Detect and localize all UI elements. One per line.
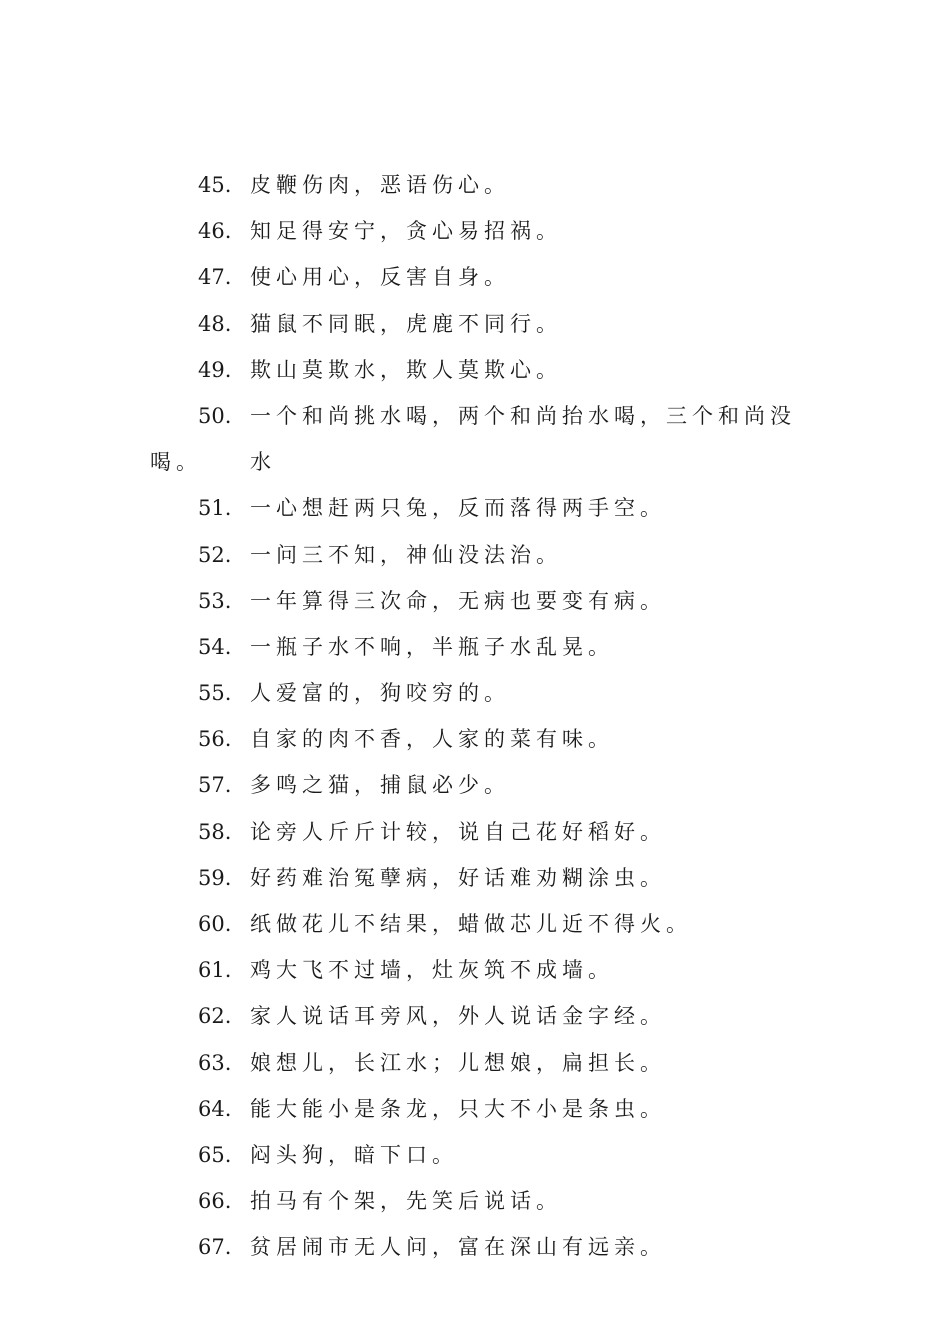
item-number: 62. xyxy=(198,1004,232,1029)
list-item xyxy=(0,855,950,901)
list-item xyxy=(0,762,950,808)
item-number: 67. xyxy=(198,1235,232,1260)
item-text: 皮鞭伤肉，恶语伤心。 xyxy=(250,173,510,197)
item-text: 一心想赶两只兔，反而落得两手空。 xyxy=(250,496,666,521)
item-number: 65. xyxy=(198,1142,232,1167)
item-text: 一瓶子水不响，半瓶子水乱晃。 xyxy=(250,634,614,659)
list-item xyxy=(0,347,950,393)
item-text: 论旁人斤斤计较，说自己花好稻好。 xyxy=(250,819,666,844)
item-number: 54. xyxy=(198,634,232,659)
item-text: 使心用心，反害自身。 xyxy=(250,265,510,290)
list-item xyxy=(0,578,950,624)
list-item xyxy=(0,301,950,347)
list-item xyxy=(0,393,950,485)
item-text: 闷头狗，暗下口。 xyxy=(250,1142,458,1167)
item-number: 57. xyxy=(198,773,232,798)
item-number: 51. xyxy=(198,496,232,521)
list-item xyxy=(0,716,950,762)
list-item xyxy=(0,485,950,531)
item-text: 一个和尚挑水喝，两个和尚抬水喝，三个和尚没水 xyxy=(250,403,796,475)
item-number: 47. xyxy=(198,265,232,290)
item-number: 48. xyxy=(198,311,232,336)
item-text: 家人说话耳旁风，外人说话金字经。 xyxy=(250,1004,666,1029)
list-item xyxy=(0,993,950,1039)
item-text: 自家的肉不香，人家的菜有味。 xyxy=(250,727,614,752)
item-number: 49. xyxy=(198,357,232,382)
list-item xyxy=(0,670,950,716)
item-number: 56. xyxy=(198,727,232,752)
item-number: 66. xyxy=(198,1189,232,1214)
list-item xyxy=(0,1224,950,1270)
list-item xyxy=(0,254,950,300)
item-text: 纸做花儿不结果，蜡做芯儿近不得火。 xyxy=(250,912,692,937)
item-number: 63. xyxy=(198,1050,232,1075)
item-text: 娘想儿，长江水；儿想娘，扁担长。 xyxy=(250,1050,666,1075)
list-item xyxy=(0,532,950,578)
item-text: 欺山莫欺水，欺人莫欺心。 xyxy=(250,357,562,382)
list-item xyxy=(0,809,950,855)
list-item xyxy=(0,901,950,947)
item-text: 贫居闹市无人问，富在深山有远亲。 xyxy=(250,1235,666,1260)
item-text: 猫鼠不同眠，虎鹿不同行。 xyxy=(250,311,562,336)
list-item xyxy=(0,1178,950,1224)
item-text: 能大能小是条龙，只大不小是条虫。 xyxy=(250,1096,666,1121)
item-number: 46. xyxy=(198,219,232,244)
item-number: 64. xyxy=(198,1096,232,1121)
proverb-list xyxy=(0,162,950,1271)
item-number: 61. xyxy=(198,958,232,983)
item-number: 45. xyxy=(198,173,232,197)
list-item xyxy=(0,208,950,254)
list-item xyxy=(0,624,950,670)
item-number: 53. xyxy=(198,588,232,613)
list-item xyxy=(0,1132,950,1178)
item-number: 59. xyxy=(198,865,232,890)
item-text: 一问三不知，神仙没法治。 xyxy=(250,542,562,567)
item-text: 人爱富的，狗咬穷的。 xyxy=(250,681,510,706)
item-number: 50. xyxy=(198,403,232,428)
item-text: 知足得安宁，贪心易招祸。 xyxy=(250,219,562,244)
list-item xyxy=(0,947,950,993)
list-item xyxy=(0,1086,950,1132)
item-text: 多鸣之猫，捕鼠必少。 xyxy=(250,773,510,798)
item-number: 52. xyxy=(198,542,232,567)
item-text: 鸡大飞不过墙，灶灰筑不成墙。 xyxy=(250,958,614,983)
item-text-continuation: 喝。 xyxy=(150,450,202,475)
list-item xyxy=(0,1040,950,1086)
item-number: 55. xyxy=(198,681,232,706)
item-text: 好药难治冤孽病，好话难劝糊涂虫。 xyxy=(250,865,666,890)
item-text: 一年算得三次命，无病也要变有病。 xyxy=(250,588,666,613)
item-number: 60. xyxy=(198,912,232,937)
item-number: 58. xyxy=(198,819,232,844)
list-item xyxy=(0,162,950,208)
item-text: 拍马有个架，先笑后说话。 xyxy=(250,1189,562,1214)
